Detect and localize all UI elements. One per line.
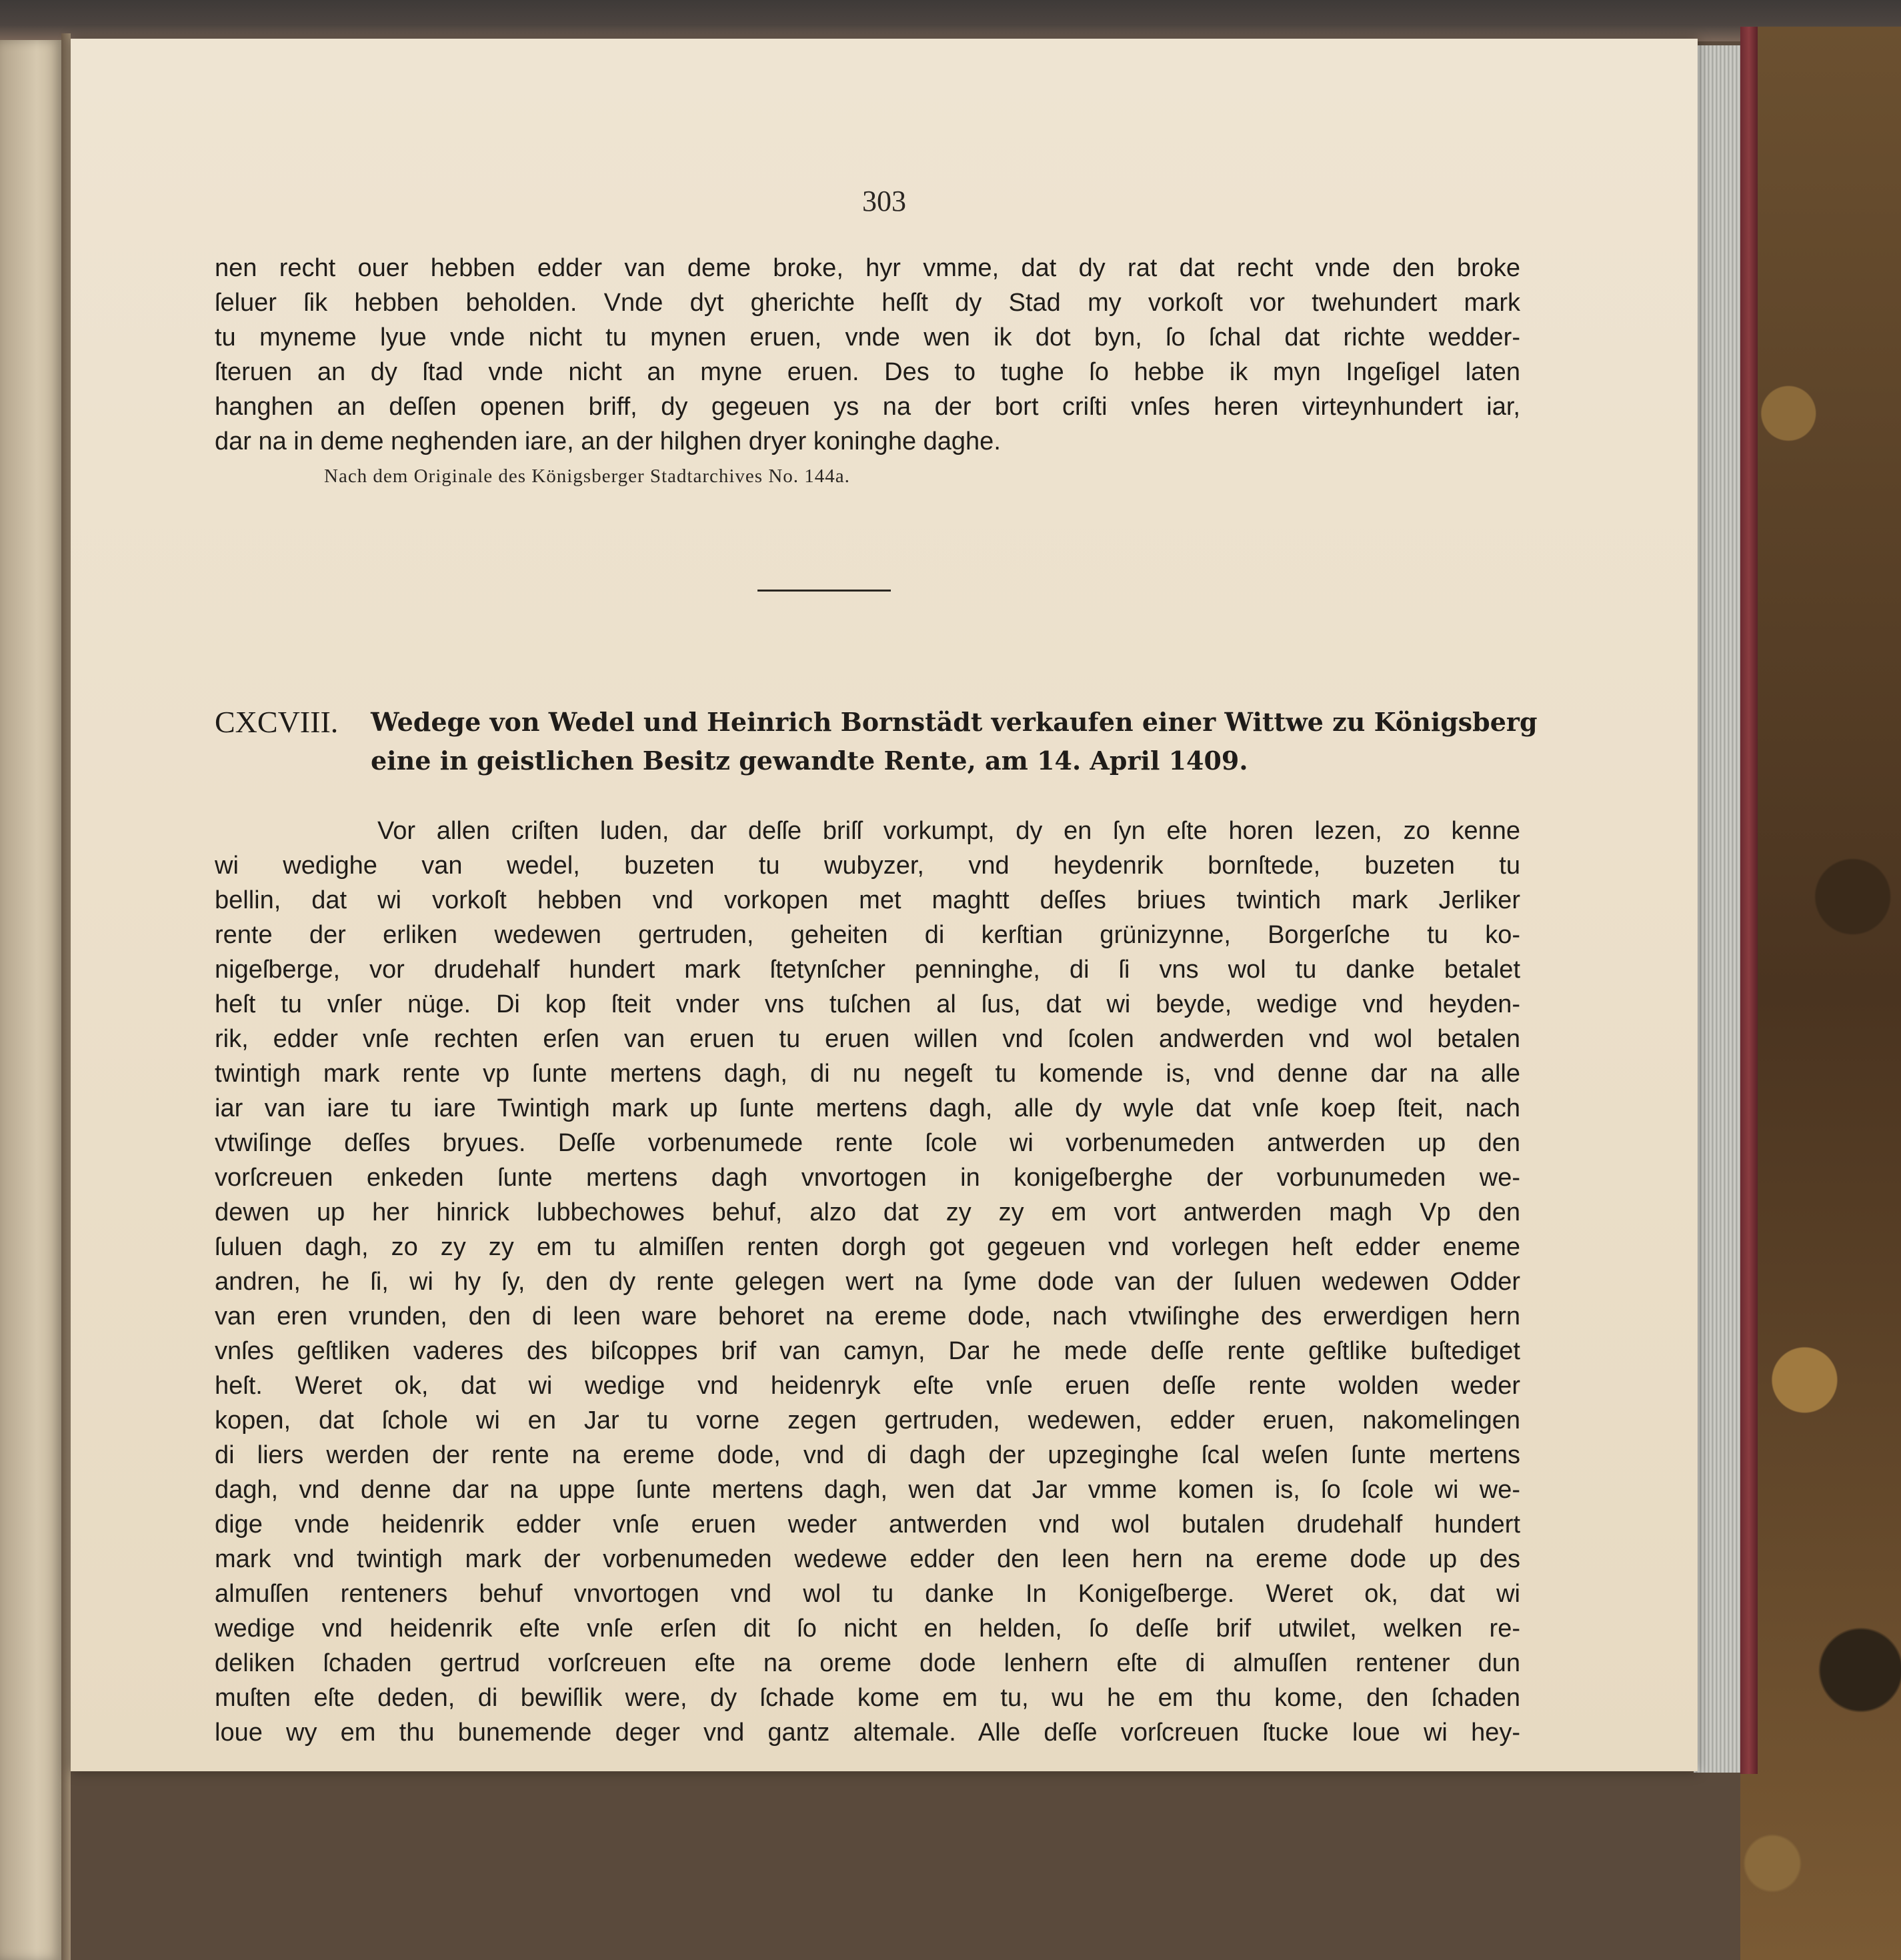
text-line: kopen, dat ſchole wi en Jar tu vorne zegen gertruden, wedewen, edder eruen, nakomelingen — [215, 1406, 1520, 1434]
text-line: dagh, vnd denne dar na uppe ſunte mertens dagh, wen dat Jar vmme komen is, ſo ſcole wi we- — [215, 1476, 1520, 1504]
heading-line: eine in geistlichen Besitz gewandte Rente, am 14. April 1409. — [371, 746, 1248, 776]
text-line: bellin, dat wi vorkoſt hebben vnd vorkopen met maghtt deſſes briues twintich mark Jerliker — [215, 886, 1520, 914]
text-line: di liers werden der rente na ereme dode, vnd di dagh der upzeginghe ſcal weſen ſunte mertens — [215, 1441, 1520, 1469]
facing-page-edge — [0, 40, 61, 1960]
text-line: nigeſberge, vor drudehalf hundert mark ſtetynſcher penninghe, di ſi vns wol tu danke betalet — [215, 956, 1520, 984]
source-note: Nach dem Originale des Königsberger Stadtarchives No. 144a. — [324, 465, 850, 487]
text-line: loue wy em thu bunemende deger vnd gantz altemale. Alle deſſe vorſcreuen ſtucke loue wi hey- — [215, 1719, 1520, 1747]
text-line: rik, edder vnſe rechten erſen van eruen tu eruen willen vnd ſcolen andwerden vnd wol betalen — [215, 1025, 1520, 1053]
text-line: ſuluen dagh, zo zy zy em tu almiſſen renten dorgh got gegeuen vnd vorlegen heſt edder eneme — [215, 1233, 1520, 1261]
text-line: iar van iare tu iare Twintigh mark up ſunte mertens dagh, alle dy wyle dat vnſe koep ſteit, nach — [215, 1094, 1520, 1122]
text-line: ſteruen an dy ſtad vnde nicht an myne eruen. Des to tughe ſo hebbe ik myn Ingeſigel laten — [215, 358, 1520, 386]
marbled-cover-board — [1740, 27, 1901, 1960]
text-line: ſeluer ſik hebben beholden. Vnde dyt gherichte heſſt dy Stad my vorkoſt vor twehundert mark — [215, 289, 1520, 317]
text-line: deliken ſchaden gertrud vorſcreuen eſte na oreme dode lenhern eſte di almuſſen rentener dun — [215, 1649, 1520, 1677]
document-body — [215, 814, 1520, 1750]
book-top-edge — [0, 0, 1901, 41]
text-line: twintigh mark rente vp ſunte mertens dagh, di nu negeſt tu komende is, vnd denne dar na alle — [215, 1060, 1520, 1088]
text-line: heſt. Weret ok, dat wi wedige vnd heidenryk eſte vnſe eruen deſſe rente wolden weder — [215, 1372, 1520, 1400]
book-page — [71, 39, 1698, 1771]
text-line: wi wedighe van wedel, buzeten tu wubyzer, vnd heydenrik bornſtede, buzeten tu — [215, 852, 1520, 880]
text-line: hanghen an deſſen openen briff, dy gegeuen ys na der bort criſti vnſes heren virteynhundert iar, — [215, 393, 1520, 421]
text-line: mark vnd twintigh mark der vorbenumeden wedewe edder den leen hern na ereme dode up des — [215, 1545, 1520, 1573]
text-line: Vor allen criſten luden, dar deſſe briſſ vorkumpt, dy en ſyn eſte horen lezen, zo kenne — [377, 817, 1520, 845]
book-gutter — [61, 33, 71, 1960]
text-line: heſt tu vnſer nüge. Di kop ſteit vnder vns tuſchen al ſus, dat wi beyde, wedige vnd heyden- — [215, 990, 1520, 1018]
document-heading — [371, 703, 1538, 780]
text-line: tu myneme lyue vnde nicht tu mynen eruen, vnde wen ik dot byn, ſo ſchal dat richte wedder- — [215, 323, 1520, 351]
text-line: van eren vrunden, den di leen ware behoret na ereme dode, nach vtwiſinghe des erwerdigen hern — [215, 1302, 1520, 1330]
cover-spine-strip — [1740, 27, 1758, 1774]
text-line: wedige vnd heidenrik eſte vnſe erſen dit ſo nicht en helden, ſo deſſe brif utwilet, welken re- — [215, 1615, 1520, 1643]
page-stack-edges — [1694, 45, 1740, 1773]
text-line: muſten eſte deden, di bewiſlik were, dy ſchade kome em tu, wu he em thu kome, den ſchaden — [215, 1684, 1520, 1712]
text-line: vorſcreuen enkeden ſunte mertens dagh vnvortogen in konigeſberghe der vorbunumeden we- — [215, 1164, 1520, 1192]
text-line: rente der erliken wedewen gertruden, geheiten di kerſtian grünizynne, Borgerſche tu ko- — [215, 921, 1520, 949]
text-line: dige vnde heidenrik edder vnſe eruen weder antwerden vnd wol butalen drudehalf hundert — [215, 1511, 1520, 1539]
heading-line: Wedege von Wedel und Heinrich Bornstädt verkaufen einer Wittwe zu Königsberg — [371, 707, 1538, 737]
section-divider — [757, 590, 891, 592]
text-line: dewen up her hinrick lubbechowes behuf, alzo dat zy zy em vort antwerden magh Vp den — [215, 1198, 1520, 1226]
text-line: vnſes geſtliken vaderes des biſcoppes brif van camyn, Dar he mede deſſe rente geſtlike buſtediget — [215, 1337, 1520, 1365]
text-line: vtwiſinge deſſes bryues. Deſſe vorbenumede rente ſcole wi vorbenumeden antwerden up den — [215, 1129, 1520, 1157]
document-number: CXCVIII. — [215, 705, 339, 739]
page-number: 303 — [862, 185, 906, 217]
previous-document-ending — [215, 251, 1520, 459]
text-line: almuſſen renteners behuf vnvortogen vnd wol tu danke In Konigeſberge. Weret ok, dat wi — [215, 1580, 1520, 1608]
text-line: andren, he ſi, wi hy ſy, den dy rente gelegen wert na ſyme dode van der ſuluen wedewen Odder — [215, 1268, 1520, 1296]
text-line: dar na in deme neghenden iare, an der hilghen dryer koninghe daghe. — [215, 427, 1001, 455]
text-line: nen recht ouer hebben edder van deme broke, hyr vmme, dat dy rat dat recht vnde den broke — [215, 254, 1520, 282]
